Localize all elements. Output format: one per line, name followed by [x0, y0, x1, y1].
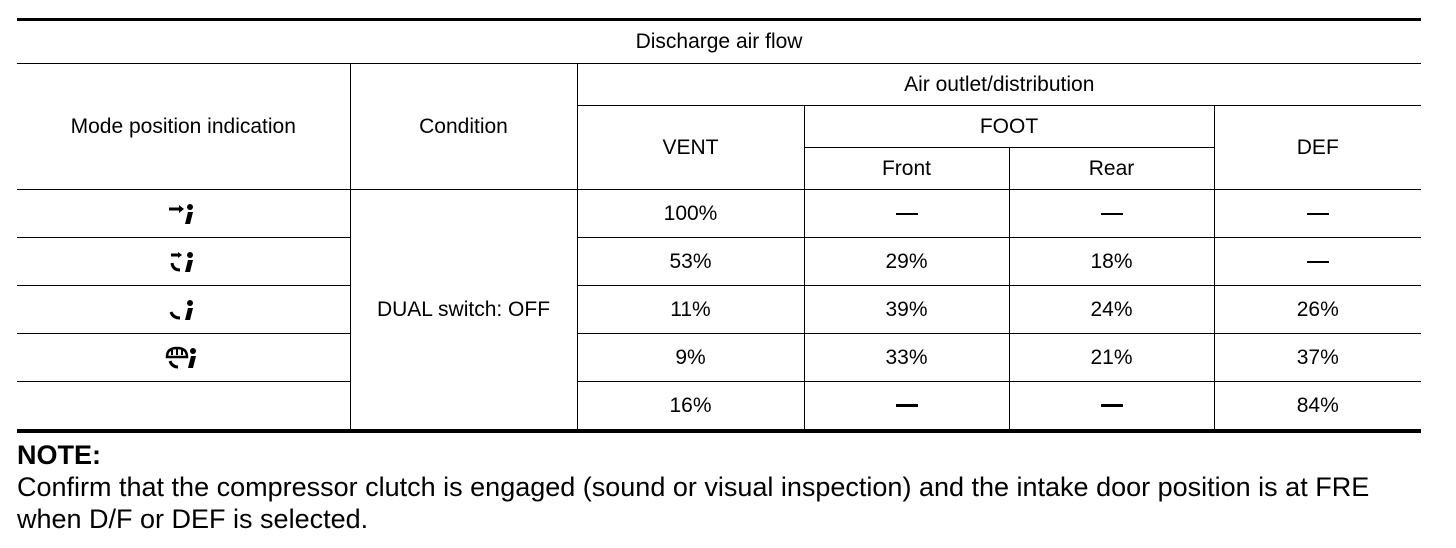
vent-cell: 9%	[577, 334, 804, 382]
dash-mark	[1307, 261, 1329, 263]
rear-cell: 24%	[1009, 286, 1214, 334]
front-cell: 29%	[804, 238, 1009, 286]
bi-level-mode-icon	[163, 249, 203, 275]
vent-cell: 100%	[577, 190, 804, 238]
table-row	[17, 286, 1421, 334]
dash-mark	[896, 213, 918, 215]
rear-cell: 21%	[1009, 334, 1214, 382]
foot-defrost-mode-icon	[163, 345, 203, 371]
dash-mark	[1101, 213, 1123, 215]
dash-mark	[1101, 404, 1123, 407]
note-body: Confirm that the compressor clutch is engaged (sound or visual inspection) and the intake door position is at FRE when D/F or DEF is selected.	[17, 472, 1370, 534]
rear-cell	[1009, 382, 1214, 432]
table-row	[17, 334, 1421, 382]
rear-cell: 18%	[1009, 238, 1214, 286]
front-cell	[804, 190, 1009, 238]
rear-cell	[1009, 190, 1214, 238]
front-cell: 33%	[804, 334, 1009, 382]
header-foot-rear: Rear	[1009, 148, 1214, 190]
vent-mode-icon	[163, 201, 203, 227]
mode-cell	[17, 382, 350, 432]
vent-cell: 53%	[577, 238, 804, 286]
vent-cell: 11%	[577, 286, 804, 334]
note-title: NOTE:	[17, 440, 101, 470]
mode-cell	[17, 190, 350, 238]
dash-mark	[1307, 213, 1329, 215]
def-cell	[1214, 238, 1421, 286]
foot-mode-icon	[163, 297, 203, 323]
def-cell	[1214, 190, 1421, 238]
header-mode-position: Mode position indication	[17, 64, 350, 190]
discharge-air-flow-table	[17, 18, 1421, 433]
front-cell	[804, 382, 1009, 432]
table-row	[17, 190, 1421, 238]
table-title: Discharge air flow	[17, 20, 1421, 64]
table-row	[17, 382, 1421, 432]
header-foot: FOOT	[804, 106, 1214, 148]
header-vent: VENT	[577, 106, 804, 190]
mode-cell	[17, 286, 350, 334]
table-row	[17, 238, 1421, 286]
header-foot-front: Front	[804, 148, 1009, 190]
vent-cell: 16%	[577, 382, 804, 432]
header-def: DEF	[1214, 106, 1421, 190]
front-cell: 39%	[804, 286, 1009, 334]
def-cell: 37%	[1214, 334, 1421, 382]
condition-cell: DUAL switch: OFF	[350, 190, 577, 432]
header-condition: Condition	[350, 64, 577, 190]
dash-mark	[896, 404, 918, 407]
note-block	[17, 439, 1421, 535]
mode-cell	[17, 334, 350, 382]
document-page	[17, 18, 1421, 535]
mode-cell	[17, 238, 350, 286]
def-cell: 84%	[1214, 382, 1421, 432]
header-air-outlet: Air outlet/distribution	[577, 64, 1421, 106]
def-cell: 26%	[1214, 286, 1421, 334]
